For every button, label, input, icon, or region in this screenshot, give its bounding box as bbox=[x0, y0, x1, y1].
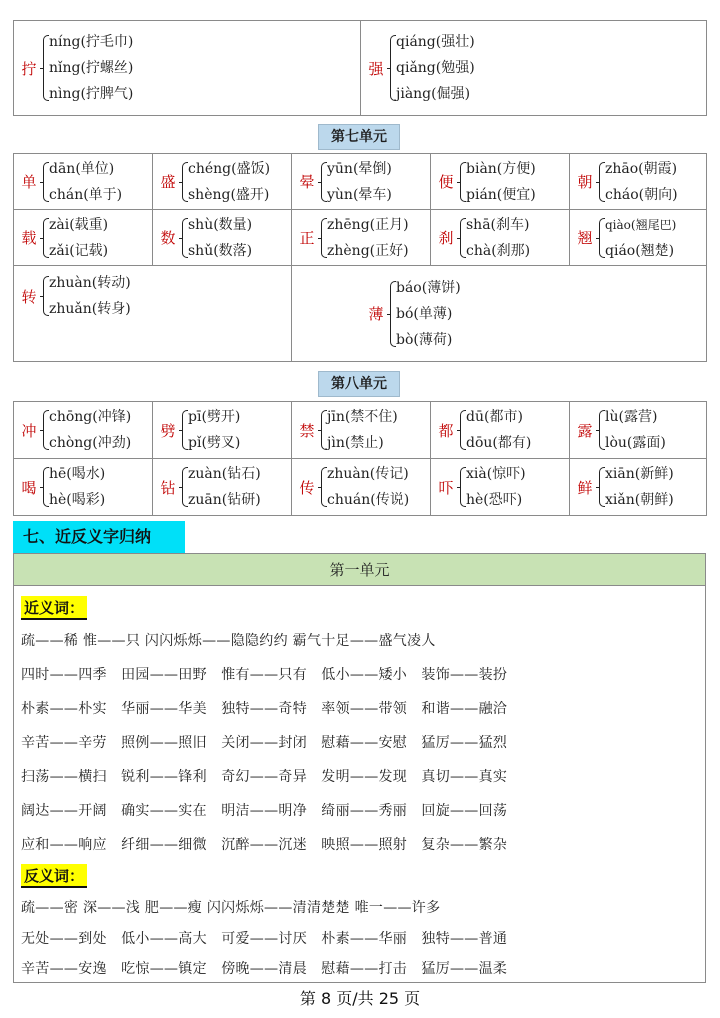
polyphone-char: 喝 bbox=[21, 478, 37, 497]
reading: qiáng(强壮) bbox=[396, 34, 475, 50]
polyphone-cell bbox=[14, 402, 153, 459]
reading: zuān(钻研) bbox=[188, 492, 261, 508]
brace-icon bbox=[179, 162, 187, 202]
polyphone-char: 单 bbox=[21, 173, 37, 191]
brace-icon bbox=[596, 218, 604, 258]
antonyms-label: 反义词： bbox=[21, 864, 87, 888]
reading: qiǎng(勉强) bbox=[396, 60, 475, 76]
polyphone-char: 强 bbox=[368, 59, 384, 78]
brace-icon bbox=[457, 467, 465, 507]
reading: pǐ(劈叉) bbox=[188, 435, 241, 451]
reading: chōng(冲锋) bbox=[49, 409, 132, 425]
unit-8-label: 第八单元 bbox=[318, 371, 400, 397]
brace-icon bbox=[40, 467, 48, 507]
brace-icon bbox=[40, 162, 48, 202]
brace-icon bbox=[318, 410, 326, 450]
synonym-row: 四时——四季 田园——田野 惟有——只有 低小——矮小 装饰——装扮 bbox=[21, 667, 508, 683]
reading: xiān(新鲜) bbox=[605, 466, 674, 482]
brace-icon bbox=[457, 410, 465, 450]
reading: yūn(晕倒) bbox=[327, 160, 392, 177]
polyphone-cell bbox=[361, 21, 707, 116]
polyphone-cell bbox=[14, 266, 292, 362]
polyphone-cell bbox=[570, 210, 707, 266]
polyphone-char: 吓 bbox=[438, 478, 454, 497]
brace-icon bbox=[596, 410, 604, 450]
reading: shǔ(数落) bbox=[188, 242, 253, 259]
reading: xià(惊吓) bbox=[466, 466, 526, 482]
reading: shā(刹车) bbox=[466, 216, 530, 233]
reading: nǐng(拧螺丝) bbox=[49, 60, 134, 76]
brace-icon bbox=[40, 410, 48, 450]
polyphone-cell bbox=[431, 210, 570, 266]
brace-icon bbox=[457, 218, 465, 258]
reading: jīn(禁不住) bbox=[327, 409, 398, 425]
brace-icon bbox=[179, 410, 187, 450]
reading: zuàn(钻石) bbox=[188, 466, 261, 482]
unit-7-label: 第七单元 bbox=[318, 124, 400, 150]
reading: bó(单薄) bbox=[396, 305, 453, 322]
reading: chà(刹那) bbox=[466, 242, 531, 259]
polyphone-cell bbox=[153, 459, 292, 516]
reading: níng(拧毛巾) bbox=[49, 34, 134, 50]
reading: shù(数量) bbox=[188, 216, 253, 233]
polyphone-char: 刹 bbox=[438, 229, 454, 247]
reading: pī(劈开) bbox=[188, 409, 241, 425]
reading: zài(载重) bbox=[49, 216, 109, 233]
polyphone-cell bbox=[431, 459, 570, 516]
reading: lòu(露面) bbox=[605, 435, 666, 451]
polyphone-cell bbox=[570, 154, 707, 210]
polyphone-char: 鲜 bbox=[577, 478, 593, 497]
reading: dān(单位) bbox=[49, 160, 115, 177]
unit-1-title: 第一单元 bbox=[14, 554, 705, 586]
polyphone-char: 晕 bbox=[299, 173, 315, 191]
polyphone-cell bbox=[153, 210, 292, 266]
reading: nìng(拧脾气) bbox=[49, 86, 134, 102]
polyphone-cell bbox=[14, 459, 153, 516]
brace-icon bbox=[387, 281, 395, 347]
polyphone-cell bbox=[292, 459, 431, 516]
polyphone-char: 翘 bbox=[577, 229, 593, 247]
reading: dū(都市) bbox=[466, 409, 523, 425]
reading: chéng(盛饭) bbox=[188, 160, 271, 177]
polyphone-cell bbox=[14, 21, 361, 116]
polyphone-char: 钻 bbox=[160, 478, 176, 497]
reading: zhāo(朝霞) bbox=[605, 160, 678, 177]
polyphone-cell bbox=[153, 402, 292, 459]
synonyms-label: 近义词： bbox=[21, 596, 87, 620]
polyphone-char: 便 bbox=[438, 173, 454, 191]
brace-icon bbox=[179, 467, 187, 507]
polyphone-cell bbox=[292, 154, 431, 210]
reading: zhuàn(传记) bbox=[327, 466, 409, 482]
polyphone-char: 正 bbox=[299, 229, 315, 247]
synonym-row: 扫荡——横扫 锐利——锋利 奇幻——奇异 发明——发现 真切——真实 bbox=[21, 769, 508, 785]
reading: qiào(翘尾巴) bbox=[605, 217, 677, 232]
synonym-row: 疏——稀 惟——只 闪闪烁烁——隐隐约约 霸气十足——盛气凌人 bbox=[21, 633, 436, 649]
polyphone-cell bbox=[431, 154, 570, 210]
reading: xiǎn(朝鲜) bbox=[605, 492, 674, 508]
brace-icon bbox=[457, 162, 465, 202]
reading: shèng(盛开) bbox=[188, 186, 270, 203]
page-number: 第 8 页/共 25 页 bbox=[299, 989, 421, 1008]
reading: chán(单于) bbox=[49, 186, 123, 203]
brace-icon bbox=[596, 162, 604, 202]
reading: pián(便宜) bbox=[466, 186, 536, 203]
reading: biàn(方便) bbox=[466, 160, 536, 177]
polyphone-char: 盛 bbox=[160, 173, 176, 191]
polyphone-cell bbox=[570, 459, 707, 516]
brace-icon bbox=[40, 218, 48, 258]
reading: chuán(传说) bbox=[327, 492, 410, 508]
polyphone-cell bbox=[292, 210, 431, 266]
polyphone-char: 载 bbox=[21, 229, 37, 247]
antonym-row: 辛苦——安逸 吃惊——镇定 傍晚——清晨 慰藉——打击 猛厉——温柔 bbox=[21, 961, 508, 977]
brace-icon bbox=[318, 218, 326, 258]
reading: hē(喝水) bbox=[49, 466, 106, 482]
section-title: 七、近反义字归纳 bbox=[13, 521, 185, 553]
synonym-row: 辛苦——辛劳 照例——照旧 关闭——封闭 慰藉——安慰 猛厉——猛烈 bbox=[21, 735, 508, 751]
polyphone-char: 劈 bbox=[160, 421, 176, 440]
brace-icon bbox=[40, 35, 48, 101]
polyphone-char: 冲 bbox=[21, 421, 37, 440]
synonym-row: 应和——响应 纤细——细微 沉醉——沉迷 映照——照射 复杂——繁杂 bbox=[21, 837, 508, 853]
reading: hè(喝彩) bbox=[49, 492, 106, 508]
polyphone-cell bbox=[14, 154, 153, 210]
antonym-row: 疏——密 深——浅 肥——瘦 闪闪烁烁——清清楚楚 唯一——许多 bbox=[21, 900, 441, 916]
reading: zhuǎn(转身) bbox=[49, 301, 131, 317]
polyphone-char: 禁 bbox=[299, 421, 315, 440]
polyphone-cell bbox=[431, 402, 570, 459]
top-polyphone-table bbox=[13, 20, 707, 116]
reading: dōu(都有) bbox=[466, 435, 532, 451]
polyphone-char: 传 bbox=[299, 478, 315, 497]
reading: zǎi(记载) bbox=[49, 242, 109, 259]
polyphone-char: 数 bbox=[160, 229, 176, 247]
brace-icon bbox=[179, 218, 187, 258]
polyphone-cell bbox=[292, 266, 707, 362]
polyphone-char: 都 bbox=[438, 421, 454, 440]
reading: jiàng(倔强) bbox=[396, 86, 471, 102]
brace-icon bbox=[387, 35, 395, 101]
antonym-row: 无处——到处 低小——高大 可爱——讨厌 朴素——华丽 独特——普通 bbox=[21, 931, 508, 947]
reading: lù(露营) bbox=[605, 409, 658, 425]
reading: zhēng(正月) bbox=[327, 216, 409, 233]
synonym-row: 朴素——朴实 华丽——华美 独特——奇特 率领——带领 和谐——融洽 bbox=[21, 701, 508, 717]
reading: zhèng(正好) bbox=[327, 242, 409, 259]
reading: cháo(朝向) bbox=[605, 186, 678, 203]
synonym-antonym-box bbox=[13, 553, 706, 983]
brace-icon bbox=[318, 467, 326, 507]
brace-icon bbox=[596, 467, 604, 507]
polyphone-cell bbox=[292, 402, 431, 459]
synonym-row: 阔达——开阔 确实——实在 明洁——明净 绮丽——秀丽 回旋——回荡 bbox=[21, 803, 508, 819]
unit-8-table bbox=[13, 401, 707, 516]
polyphone-char: 薄 bbox=[368, 305, 384, 323]
brace-icon bbox=[40, 276, 48, 316]
reading: jìn(禁止) bbox=[327, 435, 384, 451]
reading: chòng(冲劲) bbox=[49, 435, 132, 451]
polyphone-char: 转 bbox=[21, 287, 37, 306]
reading: zhuàn(转动) bbox=[49, 275, 131, 291]
unit-7-table bbox=[13, 153, 707, 362]
reading: hè(恐吓) bbox=[466, 492, 523, 508]
polyphone-cell bbox=[14, 210, 153, 266]
reading: báo(薄饼) bbox=[396, 279, 461, 296]
polyphone-char: 朝 bbox=[577, 173, 593, 191]
polyphone-cell bbox=[570, 402, 707, 459]
polyphone-char: 露 bbox=[577, 421, 593, 440]
polyphone-cell bbox=[153, 154, 292, 210]
polyphone-char: 拧 bbox=[21, 59, 37, 78]
brace-icon bbox=[318, 162, 326, 202]
reading: qiáo(翘楚) bbox=[605, 242, 675, 259]
reading: yùn(晕车) bbox=[327, 186, 392, 203]
reading: bò(薄荷) bbox=[396, 331, 453, 348]
